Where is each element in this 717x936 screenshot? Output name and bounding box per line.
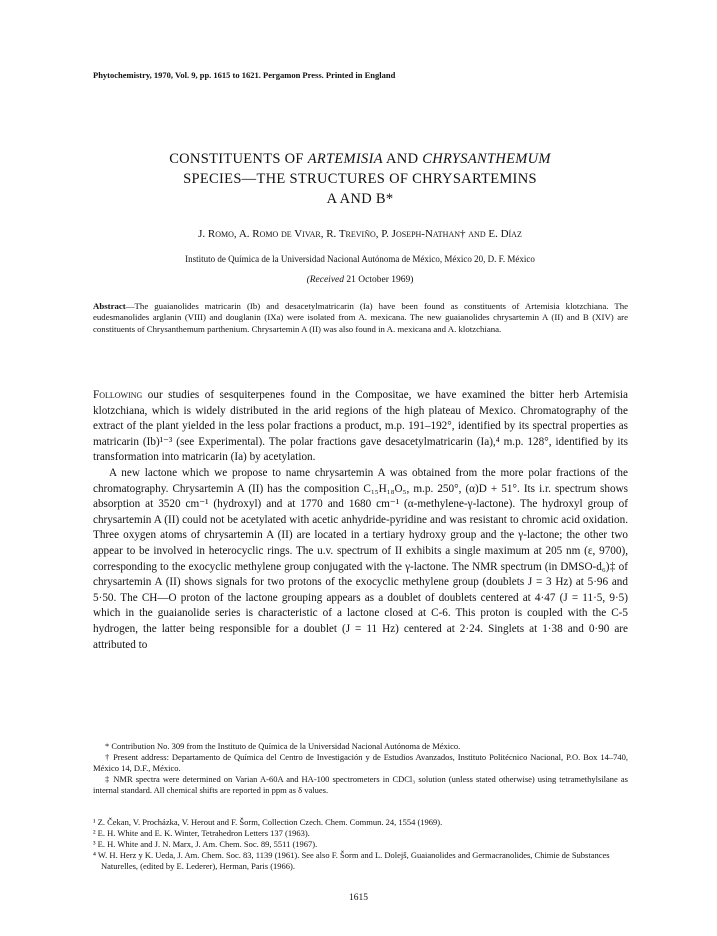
footnote-star: * Contribution No. 309 from the Instituto de Química de la Universidad Nacional Autónoma de México.	[105, 741, 461, 751]
reference-item: ⁴ W. H. Herz y K. Ueda, J. Am. Chem. Soc. 83, 1139 (1961). See also F. Šorm and L. Dolejš, Guaianolides and Germacranolides, Chimie de Substances Naturelles, (edited by E. Lederer), Herman, Paris (1966).	[93, 850, 610, 871]
abstract-label: Abstract	[93, 301, 126, 311]
footnotes	[93, 741, 628, 796]
title-text: AND	[382, 151, 423, 167]
reference-item: ² E. H. White and E. K. Winter, Tetrahedron Letters 137 (1963).	[93, 828, 310, 838]
abstract-text: —The guaianolides matricarin (Ib) and desacetylmatricarin (Ia) have been found as constituents of Artemisia klotzchiana. The eudesmanolides arglanin (VIII) and douglanin (IXa) were isolated from A. mexicana. The new guaianolides chrysartemin A (II) and B (XIV) are constituents of Chrysanthemum parthenium. Chrysartemin A (II) was also found in A. mexicana and A. klotzchiana.	[93, 301, 628, 334]
title-genus-artemisia: ARTEMISIA	[307, 151, 383, 167]
journal-header: Phytochemistry, 1970, Vol. 9, pp. 1615 to 1621. Pergamon Press. Printed in England	[93, 70, 396, 80]
title-line-3: A AND B*	[326, 191, 394, 207]
page-number: 1615	[349, 893, 368, 903]
reference-list	[93, 817, 628, 872]
author-list: J. Romo, A. Romo de Vivar, R. Treviño, P. Joseph-Nathan† and E. Díaz	[198, 228, 522, 240]
reference-item: ¹ Z. Čekan, V. Procházka, V. Herout and F. Šorm, Collection Czech. Chem. Commun. 24, 1554 (1969).	[93, 817, 443, 827]
body-text	[93, 388, 628, 653]
title-genus-chrysanthemum: CHRYSANTHEMUM	[422, 151, 551, 167]
title-line-1	[80, 149, 640, 169]
footnote-double-dagger: ‡ NMR spectra were determined on Varian A-60A and HA-100 spectrometers in CDCl₃ solution (unless stated otherwise) using tetramethylsilane as internal standard. All chemical shifts are reported in ppm as δ values.	[93, 773, 628, 795]
article-title	[80, 149, 640, 209]
paragraph-2: A new lactone which we propose to name chrysartemin A was obtained from the more polar fractions of the chromatography. Chrysartemin A (II) has the composition C₁₅H₁₈O₅, m.p. 250°, (α)D + 51°. Its i.r. spectrum shows absorption at 3520 cm⁻¹ (hydroxyl) and at 1770 and 1680 cm⁻¹ (α-methylene-γ-lactone). The hydroxyl group of chrysartemin A (II) could not be acetylated with acetic anhydride-pyridine and was resistant to chromic acid oxidation. Three oxygen atoms of chrysartemin A (II) are located in a tertiary hydroxy group and the γ-lactone; the other two appear to be involved in heterocyclic rings. The u.v. spectrum of II exhibits a single maximum at 205 nm (ε, 9700), corresponding to the exocyclic methylene group conjugated with the γ-lactone. The NMR spectrum (in DMSO-d₆)‡ of chrysartemin A (II) shows signals for two protons of the exocyclic methylene group (doublets J = 3 Hz) at 5·96 and 5·50. The CH—O proton of the lactone grouping appears as a doublet of doublets centered at 4·47 (J = 11·5, 9·5) which in the guaianolide series is characteristic of a lactone closed at C-6. This proton is coupled with the C-5 hydrogen, the latter being responsible for a doublet (J = 11 Hz) centered at 2·24. Singlets at 1·38 and 0·90 are attributed to	[93, 466, 628, 651]
title-text: CONSTITUENTS OF	[169, 151, 308, 167]
paragraph-lead: Following	[93, 389, 143, 401]
received-date: (Received 21 October 1969)	[306, 275, 414, 285]
reference-item: ³ E. H. White and J. N. Marx, J. Am. Chem. Soc. 89, 5511 (1967).	[93, 839, 318, 849]
footnote-dagger: † Present address: Departamento de Química del Centro de Investigación y de Estudios Avanzados, Instituto Politécnico Nacional, P.O. Box 14–740, México 14, D.F., México.	[93, 751, 628, 773]
abstract	[93, 301, 628, 335]
paragraph-1: Following our studies of sesquiterpenes found in the Compositae, we have examined the bitter herb Artemisia klotzchiana, which is widely distributed in the arid regions of the high plateau of Mexico. Chromatography of the extract of the plant yielded in the less polar fractions a product, m.p. 191–192°, identified by its spectral properties as matricarin (Ib)¹⁻³ (see Experimental). The polar fractions gave desacetylmatricarin (Ia),⁴ m.p. 128°, identified by its transformation into matricarin (Ia) by acetylation.	[93, 389, 628, 464]
title-line-2: SPECIES—THE STRUCTURES OF CHRYSARTEMINS	[183, 171, 537, 187]
affiliation: Instituto de Química de la Universidad Nacional Autónoma de México, México 20, D. F. México	[185, 254, 535, 264]
